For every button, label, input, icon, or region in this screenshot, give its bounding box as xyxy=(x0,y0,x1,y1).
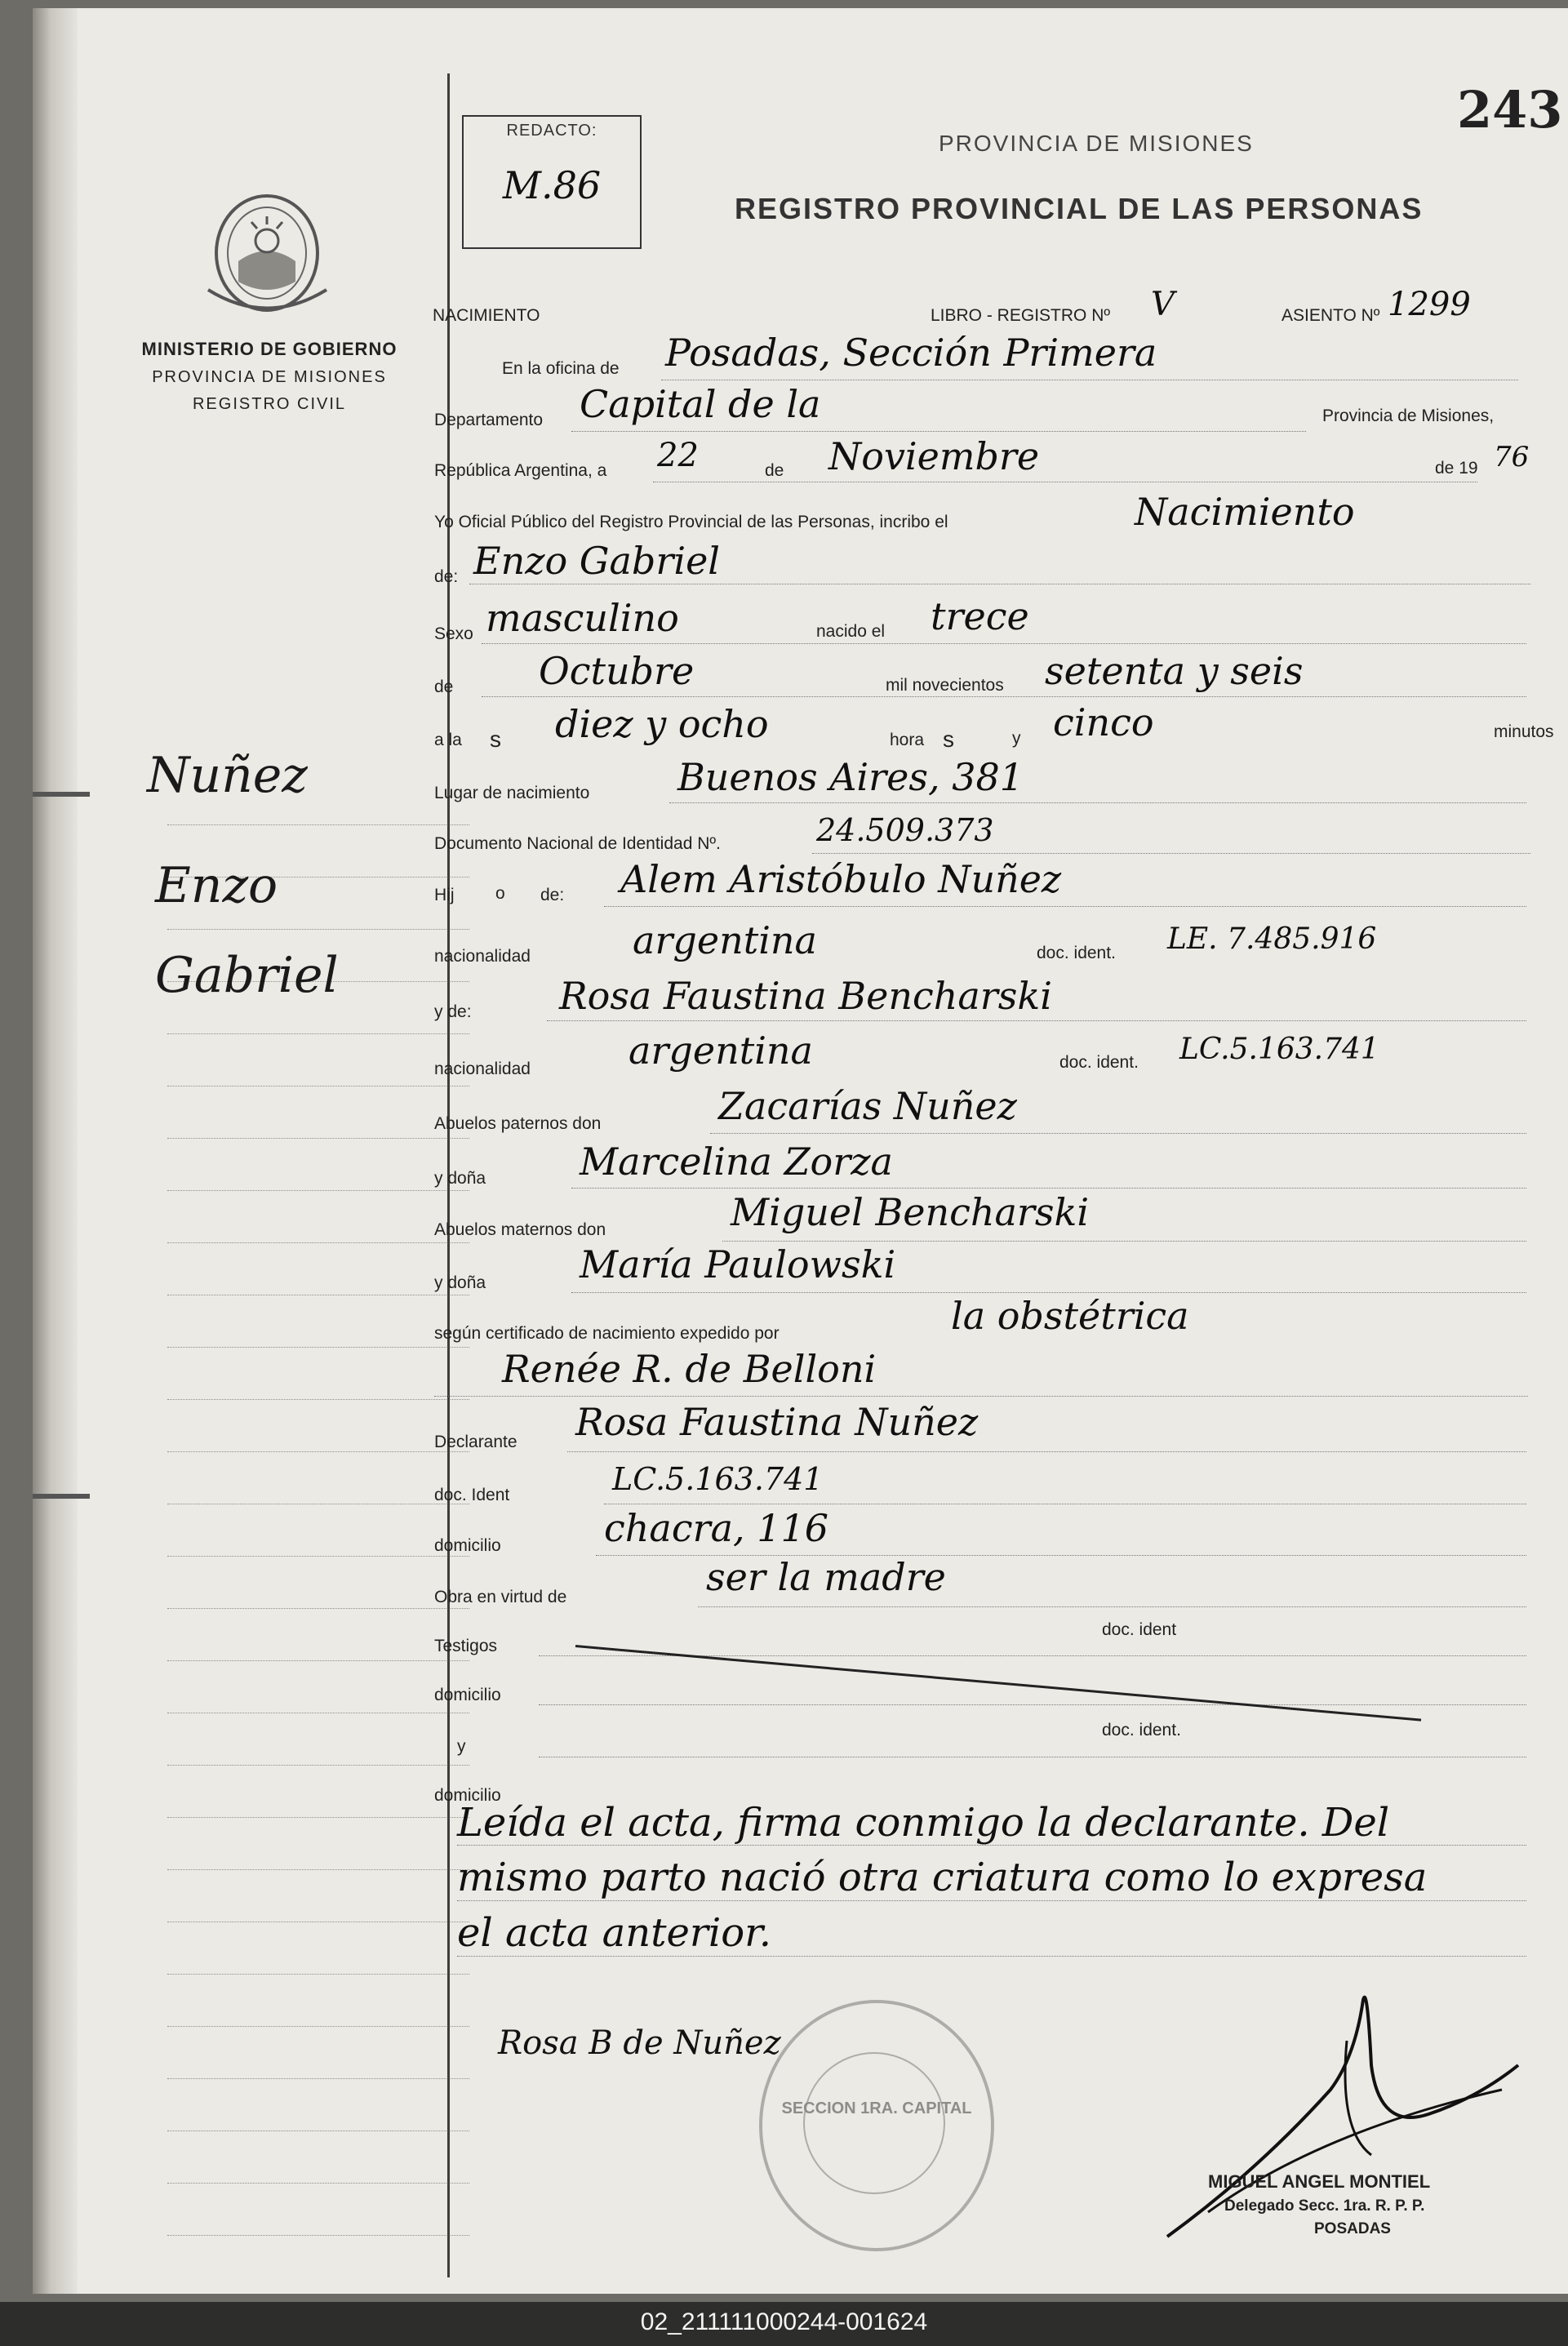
dotted-line xyxy=(457,1956,1526,1957)
abuela-mat-value: María Paulowski xyxy=(580,1242,896,1286)
redacto-label: REDACTO: xyxy=(506,122,597,140)
hijo-suffix: o xyxy=(495,884,505,903)
margin-rule-line xyxy=(167,1817,469,1818)
official-stamp xyxy=(759,2000,994,2251)
dotted-line xyxy=(567,1451,1526,1452)
abuelo-mat-value: Miguel Bencharski xyxy=(731,1190,1090,1234)
dotted-line xyxy=(604,906,1526,907)
margin-rule-line xyxy=(167,1556,469,1557)
certificado-value: la obstétrica xyxy=(951,1294,1189,1338)
abuelo-pat-value: Zacarías Nuñez xyxy=(718,1084,1017,1128)
ministry-title: MINISTERIO DE GOBIERNO xyxy=(141,339,398,359)
page-number: 243 xyxy=(1457,80,1563,140)
dni-value: 24.509.373 xyxy=(816,812,994,848)
official-title: Delegado Secc. 1ra. R. P. P. xyxy=(1224,2197,1425,2215)
margin-rule-line xyxy=(167,1347,469,1348)
official-city: POSADAS xyxy=(1314,2220,1391,2237)
horas-suffix: s xyxy=(943,726,954,752)
abuelos-mat-label: Abuelos maternos don xyxy=(434,1220,606,1239)
yde-label: y de: xyxy=(434,1002,472,1021)
cancel-stroke xyxy=(575,1645,1421,1722)
redacto-box xyxy=(462,115,642,249)
margin-first-name: Enzo xyxy=(155,857,278,914)
doc-declarante-label: doc. Ident xyxy=(434,1486,510,1504)
lugar-value: Buenos Aires, 381 xyxy=(677,755,1024,799)
ala-label: a la xyxy=(434,731,462,749)
dotted-line xyxy=(457,1900,1526,1901)
minutos-value: cinco xyxy=(1053,700,1154,744)
lugar-label: Lugar de nacimiento xyxy=(434,784,590,802)
dotted-line xyxy=(547,1020,1526,1021)
doc-testigo2-label: doc. ident. xyxy=(1102,1721,1181,1740)
dotted-line xyxy=(812,853,1530,854)
abuela-pat-value: Marcelina Zorza xyxy=(580,1140,893,1184)
nacionalidad-padre-value: argentina xyxy=(633,918,817,962)
testigos-label: Testigos xyxy=(434,1637,498,1655)
ministry-header xyxy=(127,339,412,414)
declarante-value: Rosa Faustina Nuñez xyxy=(575,1400,979,1444)
doc-madre-label: doc. ident. xyxy=(1059,1053,1139,1072)
declarant-signature: Rosa B de Nuñez xyxy=(498,2024,781,2062)
padre-value: Alem Aristóbulo Nuñez xyxy=(620,857,1062,901)
document-page xyxy=(33,8,1568,2294)
official-name: MIGUEL ANGEL MONTIEL xyxy=(1208,2171,1431,2192)
y-label: y xyxy=(1012,729,1021,748)
dia-value: 22 xyxy=(657,437,699,474)
y2-label: y xyxy=(457,1737,466,1756)
provincia-label: Provincia de Misiones, xyxy=(1322,407,1495,425)
certificado-value-2: Renée R. de Belloni xyxy=(502,1347,877,1391)
dotted-line xyxy=(434,1396,1528,1397)
de3-label: de xyxy=(434,678,454,696)
redacto-value: M.86 xyxy=(502,163,602,207)
nombre-value: Enzo Gabriel xyxy=(473,539,721,583)
doc-madre-value: LC.5.163.741 xyxy=(1179,1033,1379,1066)
doc-padre-label: doc. ident. xyxy=(1037,944,1116,962)
departamento-label: Departamento xyxy=(434,411,544,429)
doc-testigo1-label: doc. ident xyxy=(1102,1620,1177,1639)
domicilio-label: domicilio xyxy=(434,1536,501,1555)
doc-declarante-value: LC.5.163.741 xyxy=(612,1461,824,1497)
book-binding xyxy=(33,8,78,2294)
libro-value: V xyxy=(1151,286,1175,323)
madre-value: Rosa Faustina Bencharski xyxy=(559,974,1052,1018)
anio-letras-value: setenta y seis xyxy=(1045,649,1304,693)
registry-title: REGISTRO PROVINCIAL DE LAS PERSONAS xyxy=(735,192,1424,225)
declarante-label: Declarante xyxy=(434,1433,517,1451)
certificado-label: según certificado de nacimiento expedido por xyxy=(434,1324,780,1343)
margin-middle-name: Gabriel xyxy=(155,947,339,1004)
dotted-line xyxy=(571,1188,1526,1189)
margin-rule-line xyxy=(167,1138,469,1139)
abuelos-pat-label: Abuelos paternos don xyxy=(434,1114,602,1133)
dotted-line xyxy=(539,1704,1526,1705)
act-type-label: NACIMIENTO xyxy=(433,306,540,325)
asiento-label: ASIENTO Nº xyxy=(1281,306,1380,325)
margin-rule-line xyxy=(167,1608,469,1609)
ministry-province: PROVINCIA DE MISIONES xyxy=(152,368,387,386)
nacionalidad-madre-label: nacionalidad xyxy=(434,1060,531,1078)
hijo-de-label: de: xyxy=(540,886,565,904)
anio-prefix: de 19 xyxy=(1435,459,1478,478)
dotted-line xyxy=(710,1133,1526,1134)
official-signature-block xyxy=(1208,2171,1430,2238)
yo-oficial-label: Yo Oficial Público del Registro Provincial de las Personas, incribo el xyxy=(434,513,948,531)
margin-rule-line xyxy=(167,1399,469,1400)
margin-rule-line xyxy=(167,1242,469,1243)
doc-padre-value: LE. 7.485.916 xyxy=(1167,922,1377,956)
margin-rule-line xyxy=(167,2235,469,2236)
de-label: de xyxy=(765,461,784,480)
minutos-label: minutos xyxy=(1494,722,1554,741)
de2-label: de: xyxy=(434,567,459,586)
margin-rule-line xyxy=(167,1974,469,1975)
domicilio2-label: domicilio xyxy=(434,1686,501,1704)
mes2-value: Octubre xyxy=(539,649,695,693)
obra-label: Obra en virtud de xyxy=(434,1588,567,1606)
oficina-label: En la oficina de xyxy=(502,359,620,378)
inscribe-value: Nacimiento xyxy=(1135,490,1355,534)
dotted-line xyxy=(571,431,1306,432)
margin-rule-line xyxy=(167,1660,469,1661)
anio-value: 76 xyxy=(1494,441,1530,473)
margin-rule-line xyxy=(167,1765,469,1766)
margin-surname: Nuñez xyxy=(147,747,308,804)
footer-id: 02_211111000244-001624 xyxy=(640,2308,928,2335)
hora-value: diez y ocho xyxy=(555,702,769,746)
dotted-line xyxy=(457,1845,1526,1846)
margin-rule-line xyxy=(167,824,469,825)
libro-label: LIBRO - REGISTRO Nº xyxy=(931,306,1111,325)
stamp-inner-ring xyxy=(803,2052,945,2194)
nacionalidad-madre-value: argentina xyxy=(629,1029,813,1073)
margin-rule-line xyxy=(167,1033,469,1034)
horas-label: hora xyxy=(890,731,925,749)
dotted-line xyxy=(669,802,1526,803)
note-line-1: Leída el acta, firma conmigo la declarante. Del xyxy=(457,1800,1390,1846)
asiento-value: 1299 xyxy=(1388,286,1471,323)
dotted-line xyxy=(571,1292,1526,1293)
footer-bar xyxy=(0,2302,1568,2346)
sexo-label: Sexo xyxy=(434,624,473,643)
margin-rule-line xyxy=(167,929,469,930)
republica-label: República Argentina, a xyxy=(434,461,607,480)
obra-value: ser la madre xyxy=(706,1555,946,1599)
margin-rule-line xyxy=(167,1190,469,1191)
margin-rule-line xyxy=(167,2183,469,2184)
hijo-label: Hij xyxy=(434,886,455,904)
coat-of-arms-icon xyxy=(188,184,347,331)
oficina-value: Posadas, Sección Primera xyxy=(665,331,1157,375)
sexo-value: masculino xyxy=(486,596,679,640)
dotted-line xyxy=(698,1606,1526,1607)
nacido-label: nacido el xyxy=(816,622,886,641)
departamento-value: Capital de la xyxy=(580,382,821,426)
margin-rule-line xyxy=(167,1869,469,1870)
domicilio-value: chacra, 116 xyxy=(604,1506,829,1550)
ministry-registry: REGISTRO CIVIL xyxy=(192,395,347,413)
province-title: PROVINCIA DE MISIONES xyxy=(939,131,1254,156)
margin-rule-line xyxy=(167,1451,469,1452)
nacionalidad-padre-label: nacionalidad xyxy=(434,947,531,966)
dotted-line xyxy=(482,643,1526,644)
mil-label: mil novecientos xyxy=(886,676,1004,695)
margin-rule-line xyxy=(167,2078,469,2079)
ala-suffix: s xyxy=(490,726,501,752)
note-line-2: mismo parto nació otra criatura como lo expresa xyxy=(457,1855,1428,1900)
dia-letras-value: trece xyxy=(931,594,1029,638)
ydona-mat-label: y doña xyxy=(434,1273,486,1292)
domicilio3-label: domicilio xyxy=(434,1786,501,1805)
mes-value: Noviembre xyxy=(828,434,1040,478)
ydona-pat-label: y doña xyxy=(434,1169,486,1188)
dni-label: Documento Nacional de Identidad Nº. xyxy=(434,834,721,853)
stamp-text: SECCION 1RA. CAPITAL xyxy=(781,2099,972,2117)
margin-rule-line xyxy=(167,2026,469,2027)
dotted-line xyxy=(722,1241,1526,1242)
note-line-3: el acta anterior. xyxy=(457,1910,772,1956)
dotted-line xyxy=(482,696,1526,697)
